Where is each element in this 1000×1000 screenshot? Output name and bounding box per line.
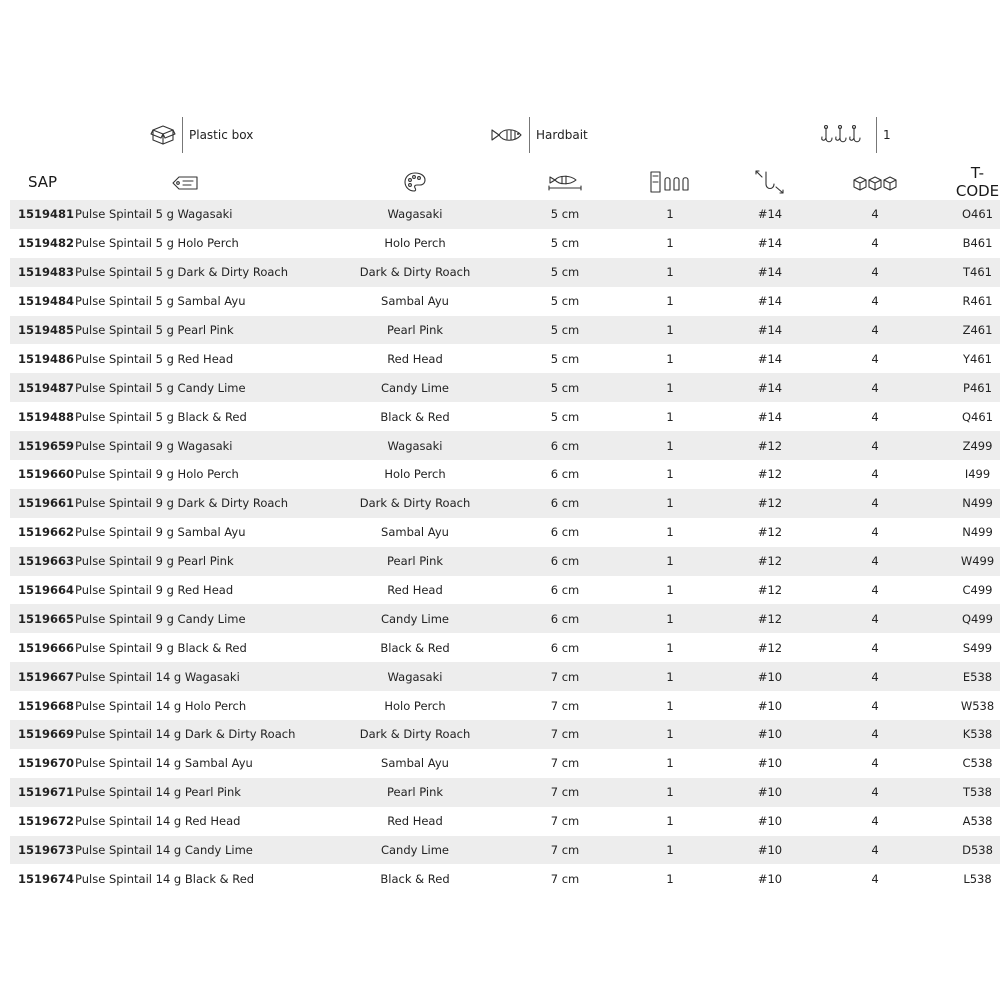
pack-quantity-cell: 1 — [595, 402, 745, 431]
hook-size-cell: #12 — [745, 547, 795, 576]
tcode-cell: L538 — [955, 864, 1000, 893]
box-quantity-cell: 4 — [795, 229, 955, 258]
length-cell: 5 cm — [535, 287, 595, 316]
length-cell: 6 cm — [535, 547, 595, 576]
length-cell: 5 cm — [535, 200, 595, 229]
tcode-cell: K538 — [955, 720, 1000, 749]
box-quantity-cell: 4 — [795, 200, 955, 229]
product-name-cell: Pulse Spintail 9 g Sambal Ayu — [75, 518, 295, 547]
color-cell: Candy Lime — [295, 373, 535, 402]
hook-size-cell: #14 — [745, 373, 795, 402]
box-quantity-cell: 4 — [795, 547, 955, 576]
pack-quantity-cell: 1 — [595, 547, 745, 576]
table-row — [10, 258, 1000, 287]
table-row — [10, 864, 1000, 893]
length-cell: 5 cm — [535, 229, 595, 258]
table-row — [10, 200, 1000, 229]
tcode-cell: T538 — [955, 778, 1000, 807]
tcode-cell: I499 — [955, 460, 1000, 489]
table-row — [10, 662, 1000, 691]
color-cell: Pearl Pink — [295, 778, 535, 807]
tcode-cell: W499 — [955, 547, 1000, 576]
table-row — [10, 316, 1000, 345]
sap-cell: 1519674 — [10, 864, 75, 893]
table-row — [10, 344, 1000, 373]
pack-quantity-cell: 1 — [595, 460, 745, 489]
sap-cell: 1519483 — [10, 258, 75, 287]
box-quantity-cell: 4 — [795, 460, 955, 489]
length-cell: 5 cm — [535, 402, 595, 431]
sap-cell: 1519666 — [10, 633, 75, 662]
table-row — [10, 691, 1000, 720]
pack-quantity-cell: 1 — [595, 258, 745, 287]
color-cell: Red Head — [295, 576, 535, 605]
separator — [182, 117, 183, 153]
lure-type-info — [489, 115, 588, 155]
pack-quantity-cell: 1 — [595, 749, 745, 778]
table-row — [10, 518, 1000, 547]
treble-hooks-icon — [820, 124, 870, 146]
sap-cell: 1519662 — [10, 518, 75, 547]
color-cell: Red Head — [295, 344, 535, 373]
table-row — [10, 604, 1000, 633]
sap-cell: 1519661 — [10, 489, 75, 518]
color-cell: Dark & Dirty Roach — [295, 258, 535, 287]
hook-size-cell: #14 — [745, 402, 795, 431]
product-name-cell: Pulse Spintail 5 g Black & Red — [75, 402, 295, 431]
hook-size-cell: #12 — [745, 460, 795, 489]
column-pack — [595, 164, 745, 200]
hook-size-cell: #12 — [745, 604, 795, 633]
table-row — [10, 489, 1000, 518]
separator — [529, 117, 530, 153]
product-table — [10, 164, 1000, 893]
box-quantity-cell: 4 — [795, 604, 955, 633]
sap-cell: 1519668 — [10, 691, 75, 720]
length-cell: 5 cm — [535, 344, 595, 373]
length-cell: 6 cm — [535, 518, 595, 547]
product-name-cell: Pulse Spintail 5 g Dark & Dirty Roach — [75, 258, 295, 287]
blister-pack-icon — [649, 172, 691, 191]
color-cell: Dark & Dirty Roach — [295, 720, 535, 749]
product-name-cell: Pulse Spintail 5 g Pearl Pink — [75, 316, 295, 345]
product-name-cell: Pulse Spintail 5 g Red Head — [75, 344, 295, 373]
box-quantity-cell: 4 — [795, 431, 955, 460]
box-quantity-cell: 4 — [795, 258, 955, 287]
color-cell: Sambal Ayu — [295, 518, 535, 547]
pack-quantity-cell: 1 — [595, 518, 745, 547]
color-cell: Candy Lime — [295, 604, 535, 633]
product-name-cell: Pulse Spintail 9 g Candy Lime — [75, 604, 295, 633]
color-cell: Black & Red — [295, 402, 535, 431]
hook-size-cell: #12 — [745, 431, 795, 460]
hook-size-cell: #10 — [745, 836, 795, 865]
sap-cell: 1519488 — [10, 402, 75, 431]
tcode-cell: Q499 — [955, 604, 1000, 633]
color-cell: Sambal Ayu — [295, 749, 535, 778]
product-name-cell: Pulse Spintail 14 g Pearl Pink — [75, 778, 295, 807]
sap-cell: 1519660 — [10, 460, 75, 489]
pack-quantity-cell: 1 — [595, 778, 745, 807]
table-row — [10, 229, 1000, 258]
hook-size-cell: #10 — [745, 720, 795, 749]
pack-quantity-cell: 1 — [595, 691, 745, 720]
length-cell: 7 cm — [535, 691, 595, 720]
box-quantity-cell: 4 — [795, 778, 955, 807]
color-cell: Holo Perch — [295, 691, 535, 720]
table-header — [10, 164, 1000, 200]
table-row — [10, 836, 1000, 865]
product-name-cell: Pulse Spintail 9 g Black & Red — [75, 633, 295, 662]
hook-size-cell: #14 — [745, 316, 795, 345]
hook-size-cell: #12 — [745, 576, 795, 605]
product-name-cell: Pulse Spintail 14 g Wagasaki — [75, 662, 295, 691]
tcode-cell: C499 — [955, 576, 1000, 605]
color-cell: Wagasaki — [295, 662, 535, 691]
tcode-cell: Y461 — [955, 344, 1000, 373]
table-row — [10, 749, 1000, 778]
hook-size-cell: #10 — [745, 662, 795, 691]
tcode-cell: N499 — [955, 518, 1000, 547]
separator — [876, 117, 877, 153]
sap-cell: 1519664 — [10, 576, 75, 605]
tcode-cell: P461 — [955, 373, 1000, 402]
tcode-cell: S499 — [955, 633, 1000, 662]
length-cell: 6 cm — [535, 576, 595, 605]
tcode-cell: Z461 — [955, 316, 1000, 345]
sap-cell: 1519484 — [10, 287, 75, 316]
hooks-info — [820, 115, 891, 155]
column-hook-size — [745, 164, 795, 200]
pack-quantity-cell: 1 — [595, 720, 745, 749]
hook-size-cell: #14 — [745, 258, 795, 287]
sap-cell: 1519667 — [10, 662, 75, 691]
color-cell: Pearl Pink — [295, 547, 535, 576]
pack-quantity-cell: 1 — [595, 431, 745, 460]
product-name-cell: Pulse Spintail 5 g Holo Perch — [75, 229, 295, 258]
sap-cell: 1519486 — [10, 344, 75, 373]
length-cell: 7 cm — [535, 720, 595, 749]
length-cell: 6 cm — [535, 633, 595, 662]
hooks-value: 1 — [883, 128, 891, 142]
product-name-cell: Pulse Spintail 14 g Dark & Dirty Roach — [75, 720, 295, 749]
tcode-cell: T461 — [955, 258, 1000, 287]
sap-cell: 1519670 — [10, 749, 75, 778]
box-quantity-cell: 4 — [795, 576, 955, 605]
pack-quantity-cell: 1 — [595, 807, 745, 836]
product-name-cell: Pulse Spintail 14 g Red Head — [75, 807, 295, 836]
sap-cell: 1519487 — [10, 373, 75, 402]
box-icon — [150, 122, 176, 148]
length-cell: 5 cm — [535, 373, 595, 402]
box-quantity-cell: 4 — [795, 807, 955, 836]
tcode-cell: C538 — [955, 749, 1000, 778]
box-quantity-cell: 4 — [795, 749, 955, 778]
table-row — [10, 720, 1000, 749]
tcode-cell: W538 — [955, 691, 1000, 720]
table-body — [10, 200, 1000, 893]
sap-cell: 1519671 — [10, 778, 75, 807]
length-cell: 6 cm — [535, 460, 595, 489]
pack-quantity-cell: 1 — [595, 200, 745, 229]
tcode-cell: A538 — [955, 807, 1000, 836]
pack-quantity-cell: 1 — [595, 576, 745, 605]
hook-size-cell: #10 — [745, 807, 795, 836]
box-quantity-cell: 4 — [795, 373, 955, 402]
hook-size-cell: #10 — [745, 778, 795, 807]
product-name-cell: Pulse Spintail 9 g Pearl Pink — [75, 547, 295, 576]
product-name-cell: Pulse Spintail 9 g Red Head — [75, 576, 295, 605]
box-quantity-cell: 4 — [795, 518, 955, 547]
box-quantity-cell: 4 — [795, 316, 955, 345]
color-cell: Black & Red — [295, 864, 535, 893]
color-cell: Sambal Ayu — [295, 287, 535, 316]
hook-size-cell: #14 — [745, 287, 795, 316]
table-row — [10, 287, 1000, 316]
product-name-cell: Pulse Spintail 14 g Holo Perch — [75, 691, 295, 720]
box-quantity-cell: 4 — [795, 287, 955, 316]
hook-size-cell: #12 — [745, 489, 795, 518]
packaging-label: Plastic box — [189, 128, 254, 142]
color-cell: Pearl Pink — [295, 316, 535, 345]
length-cell: 5 cm — [535, 316, 595, 345]
column-color — [295, 164, 535, 200]
sap-cell: 1519663 — [10, 547, 75, 576]
product-name-cell: Pulse Spintail 5 g Wagasaki — [75, 200, 295, 229]
pack-quantity-cell: 1 — [595, 662, 745, 691]
product-name-cell: Pulse Spintail 5 g Sambal Ayu — [75, 287, 295, 316]
table-row — [10, 547, 1000, 576]
packaging-info — [150, 115, 253, 155]
color-cell: Holo Perch — [295, 460, 535, 489]
color-cell: Wagasaki — [295, 200, 535, 229]
box-quantity-cell: 4 — [795, 691, 955, 720]
lure-type-label: Hardbait — [536, 128, 588, 142]
box-quantity-cell: 4 — [795, 402, 955, 431]
color-cell: Dark & Dirty Roach — [295, 489, 535, 518]
table-row — [10, 373, 1000, 402]
pack-quantity-cell: 1 — [595, 316, 745, 345]
sap-cell: 1519673 — [10, 836, 75, 865]
length-cell: 6 cm — [535, 489, 595, 518]
product-name-cell: Pulse Spintail 14 g Candy Lime — [75, 836, 295, 865]
length-cell: 6 cm — [535, 604, 595, 633]
column-box-quantity — [795, 164, 955, 200]
tcode-cell: E538 — [955, 662, 1000, 691]
box-quantity-cell: 4 — [795, 489, 955, 518]
product-name-cell: Pulse Spintail 9 g Wagasaki — [75, 431, 295, 460]
table-row — [10, 460, 1000, 489]
pack-quantity-cell: 1 — [595, 287, 745, 316]
box-quantity-cell: 4 — [795, 344, 955, 373]
length-cell: 7 cm — [535, 778, 595, 807]
sap-cell: 1519672 — [10, 807, 75, 836]
sap-cell: 1519481 — [10, 200, 75, 229]
pack-quantity-cell: 1 — [595, 344, 745, 373]
tcode-cell: B461 — [955, 229, 1000, 258]
hook-size-cell: #10 — [745, 864, 795, 893]
fish-lure-icon — [489, 125, 523, 145]
sap-cell: 1519665 — [10, 604, 75, 633]
table-row — [10, 778, 1000, 807]
product-name-cell: Pulse Spintail 9 g Holo Perch — [75, 460, 295, 489]
color-cell: Black & Red — [295, 633, 535, 662]
hook-size-cell: #14 — [745, 229, 795, 258]
length-cell: 7 cm — [535, 662, 595, 691]
pack-quantity-cell: 1 — [595, 489, 745, 518]
palette-icon — [403, 172, 427, 191]
column-name — [75, 164, 295, 200]
color-cell: Holo Perch — [295, 229, 535, 258]
sap-cell: 1519482 — [10, 229, 75, 258]
hook-size-icon — [754, 172, 786, 191]
tcode-cell: Q461 — [955, 402, 1000, 431]
sap-cell: 1519659 — [10, 431, 75, 460]
product-name-cell: Pulse Spintail 14 g Sambal Ayu — [75, 749, 295, 778]
product-name-cell: Pulse Spintail 9 g Dark & Dirty Roach — [75, 489, 295, 518]
box-quantity-cell: 4 — [795, 720, 955, 749]
pack-quantity-cell: 1 — [595, 604, 745, 633]
pack-quantity-cell: 1 — [595, 864, 745, 893]
length-cell: 7 cm — [535, 836, 595, 865]
product-name-cell: Pulse Spintail 5 g Candy Lime — [75, 373, 295, 402]
table-row — [10, 402, 1000, 431]
box-quantity-cell: 4 — [795, 864, 955, 893]
hook-size-cell: #14 — [745, 200, 795, 229]
table-row — [10, 633, 1000, 662]
tcode-cell: D538 — [955, 836, 1000, 865]
sap-cell: 1519485 — [10, 316, 75, 345]
column-length — [535, 164, 595, 200]
price-tag-icon — [171, 172, 199, 191]
box-quantity-cell: 4 — [795, 662, 955, 691]
length-cell: 7 cm — [535, 864, 595, 893]
tcode-cell: Z499 — [955, 431, 1000, 460]
color-cell: Red Head — [295, 807, 535, 836]
table-row — [10, 807, 1000, 836]
hook-size-cell: #12 — [745, 633, 795, 662]
column-tcode: T-CODE — [955, 164, 1000, 200]
table-row — [10, 431, 1000, 460]
pack-quantity-cell: 1 — [595, 229, 745, 258]
column-sap: SAP — [28, 173, 58, 191]
color-cell: Candy Lime — [295, 836, 535, 865]
hook-size-cell: #10 — [745, 749, 795, 778]
sap-cell: 1519669 — [10, 720, 75, 749]
box-quantity-cell: 4 — [795, 633, 955, 662]
pack-quantity-cell: 1 — [595, 633, 745, 662]
length-cell: 7 cm — [535, 807, 595, 836]
pack-quantity-cell: 1 — [595, 373, 745, 402]
tcode-cell: N499 — [955, 489, 1000, 518]
color-cell: Wagasaki — [295, 431, 535, 460]
tcode-cell: O461 — [955, 200, 1000, 229]
length-cell: 5 cm — [535, 258, 595, 287]
lure-length-icon — [546, 172, 584, 191]
length-cell: 7 cm — [535, 749, 595, 778]
hook-size-cell: #10 — [745, 691, 795, 720]
box-quantity-icon — [852, 172, 898, 191]
pack-quantity-cell: 1 — [595, 836, 745, 865]
product-name-cell: Pulse Spintail 14 g Black & Red — [75, 864, 295, 893]
table-row — [10, 576, 1000, 605]
length-cell: 6 cm — [535, 431, 595, 460]
hook-size-cell: #14 — [745, 344, 795, 373]
tcode-cell: R461 — [955, 287, 1000, 316]
box-quantity-cell: 4 — [795, 836, 955, 865]
hook-size-cell: #12 — [745, 518, 795, 547]
product-info-strip — [0, 115, 1000, 155]
